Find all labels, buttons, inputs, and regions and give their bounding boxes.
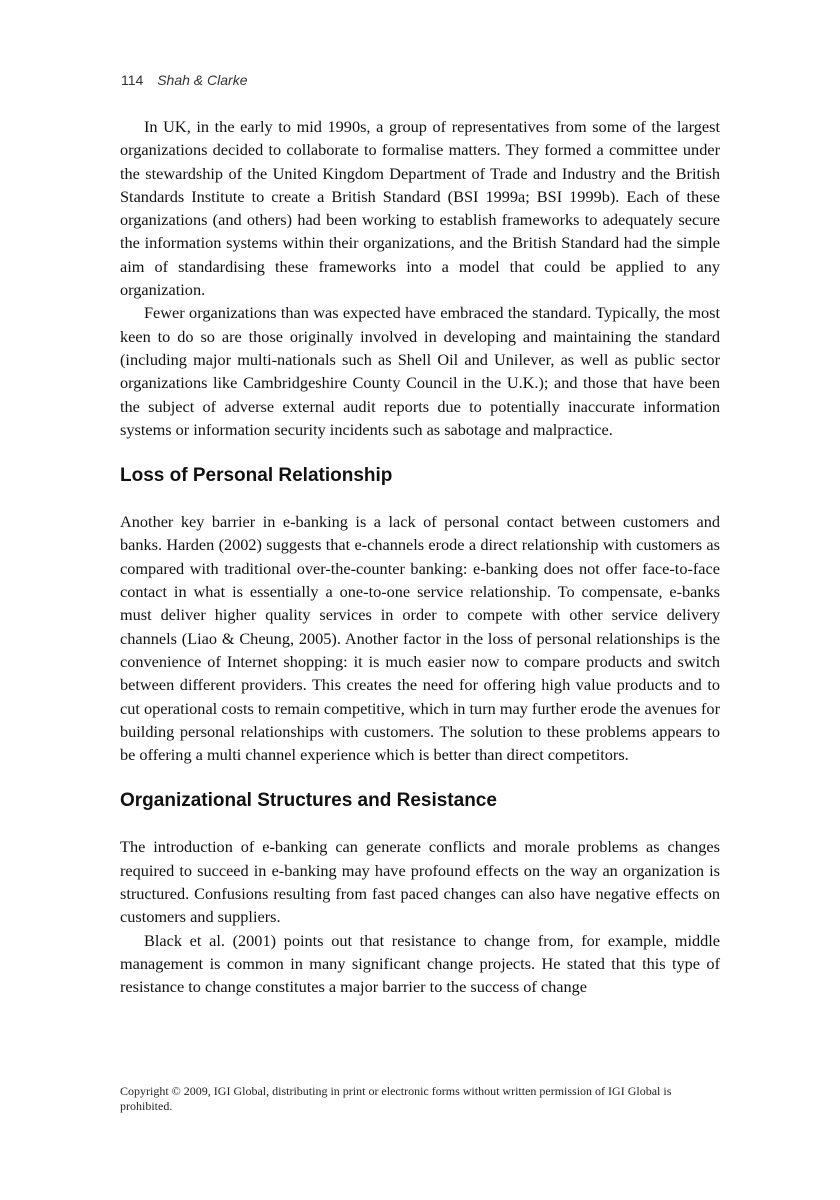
paragraph-intro-2: Fewer organizations than was expected have embraced the standard. Typically, the most keen to do so are those originally involved in developing and maintaining the standard (including major multi-nationals such as Shell Oil and Unilever, as well as public sector organizations like Cambridgeshire County Council in the U.K.); and those that have been the subject of adverse external audit reports due to potentially inaccurate information systems or information security incidents such as sabotage and malpractice. [120, 303, 720, 439]
paragraph-org-2: Black et al. (2001) points out that resistance to change from, for example, middle management is common in many significant change projects. He stated that this type of resistance to change constitutes a major barrier to the success of change [120, 930, 720, 997]
paragraph-org-1: The introduction of e-banking can generate conflicts and morale problems as changes required to succeed in e-banking may have profound effects on the way an organization is structured. Confusions resulting from fast paced changes can also have negative effects on customers and suppliers. [120, 837, 720, 927]
section-heading-loss: Loss of Personal Relationship [120, 465, 393, 487]
page-number: 114 [121, 72, 144, 88]
running-authors: Shah & Clarke [157, 72, 248, 88]
section-heading-org: Organizational Structures and Resistance [120, 790, 497, 812]
paragraph-intro-1: In UK, in the early to mid 1990s, a group of representatives from some of the largest organizations decided to collaborate to formalise matters. They formed a committee under the stewardship of the United Kingdom Department of Trade and Industry and the British Standards Institute to create a British Standard (BSI 1999a; BSI 1999b). Each of these organizations (and others) had been working to establish frameworks to adequately secure the information systems within their organizations, and the British Standard had the simple aim of standardising these frameworks into a model that could be applied to any organization. [120, 117, 720, 300]
paragraph-loss-1: Another key barrier in e-banking is a lack of personal contact between customers and banks. Harden (2002) suggests that e-channels erode a direct relationship with customers as compared with traditional over-the-counter banking: e-banking does not offer face-to-face contact in what is essentially a one-to-one service relationship. To compensate, e-banks must deliver higher quality services in order to compete with other service delivery channels (Liao & Cheung, 2005). Another factor in the loss of personal relationships is the convenience of Internet shopping: it is much easier now to compare products and switch between different providers. This creates the need for offering high value products and to cut operational costs to remain competitive, which in turn may further erode the avenues for building personal relationships with customers. The solution to these problems appears to be offering a multi channel experience which is better than direct competitors. [120, 512, 720, 765]
copyright-footer: Copyright © 2009, IGI Global, distributing in print or electronic forms without written permission of IGI Global is prohibited. [120, 1084, 672, 1113]
page-body [120, 115, 720, 999]
running-header [121, 72, 248, 88]
